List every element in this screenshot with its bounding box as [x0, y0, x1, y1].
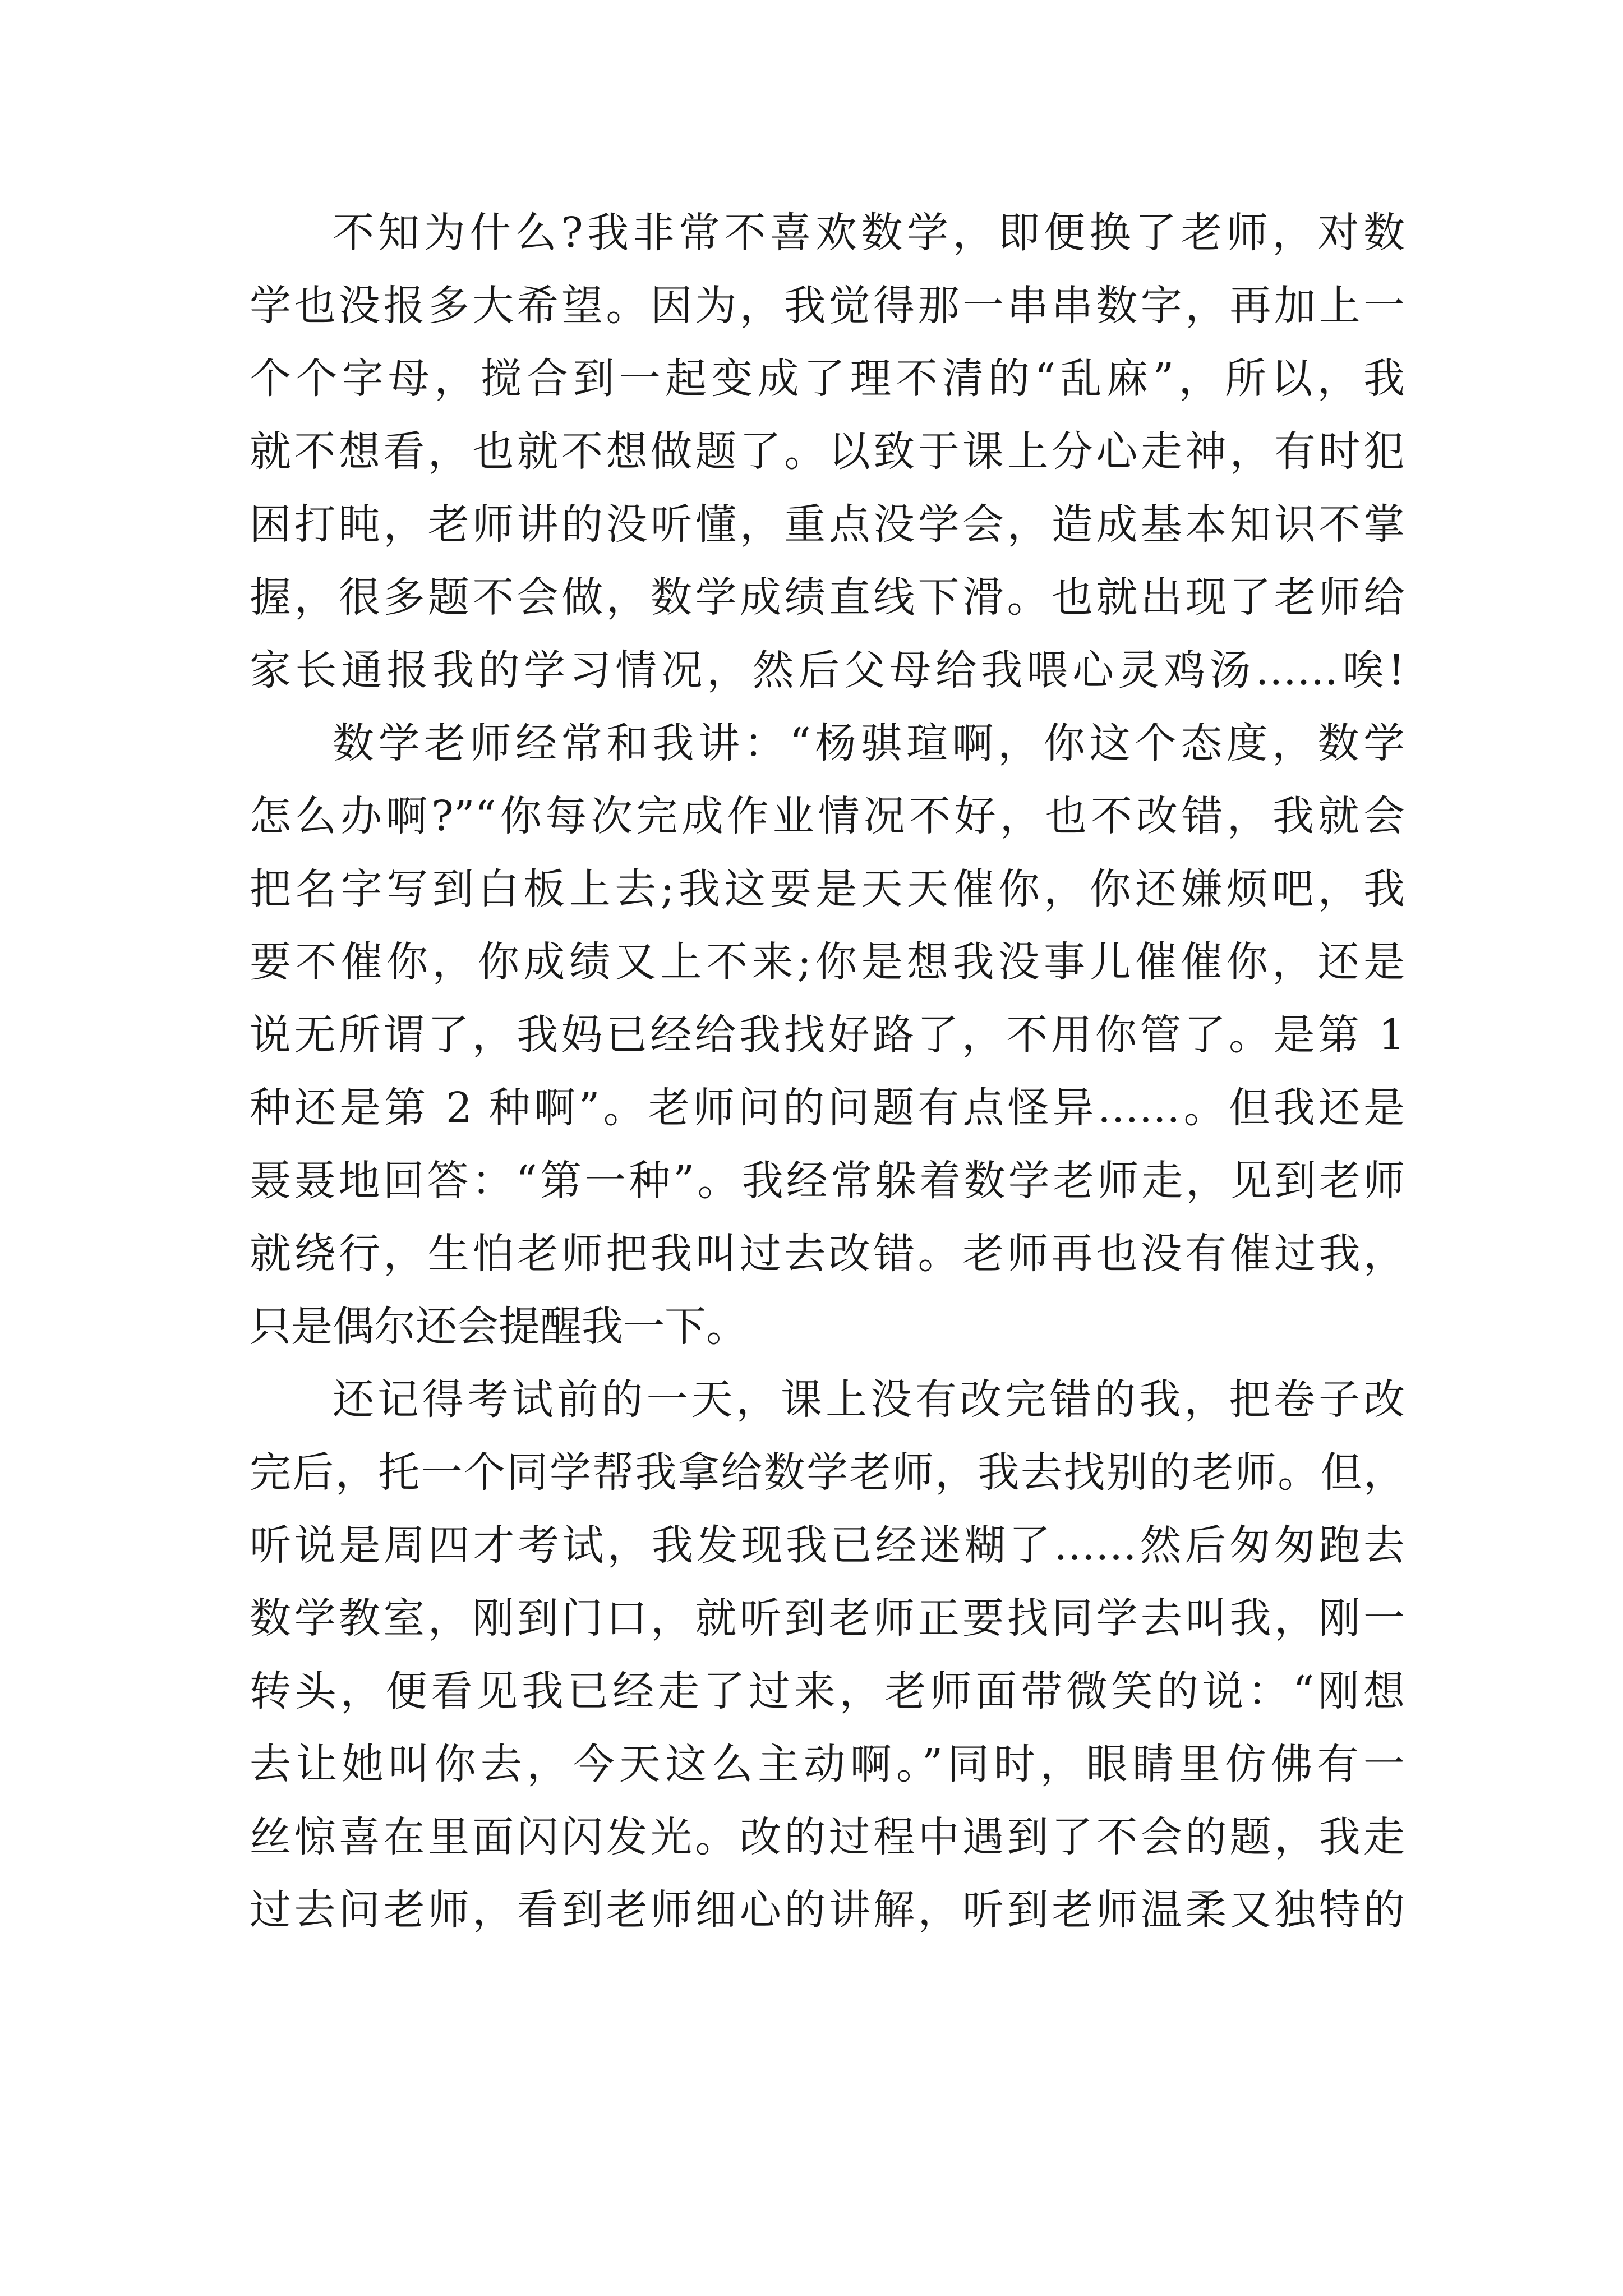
paragraph-3	[250, 1363, 1405, 1947]
paragraph-line: 数学老师经常和我讲：“杨骐瑄啊，你这个态度，数学	[333, 719, 1405, 767]
paragraph-line: 过去问老师，看到老师细心的讲解，听到老师温柔又独特的	[250, 1886, 1405, 1934]
paragraph-line: 完后，托一个同学帮我拿给数学老师，我去找别的老师。但，	[250, 1448, 1405, 1497]
paragraph-line: 说无所谓了，我妈已经给我找好路了，不用你管了。是第 1	[250, 1011, 1405, 1059]
paragraph-line: 不知为什么?我非常不喜欢数学，即便换了老师，对数	[333, 209, 1405, 257]
paragraph-line: 听说是周四才考试，我发现我已经迷糊了……然后匆匆跑去	[250, 1521, 1405, 1570]
paragraph-line: 要不催你，你成绩又上不来;你是想我没事儿催催你，还是	[250, 938, 1405, 986]
paragraph-line: 学也没报多大希望。因为，我觉得那一串串数字，再加上一	[250, 282, 1405, 330]
paragraph-line: 去让她叫你去，今天这么主动啊。”同时，眼睛里仿佛有一	[250, 1740, 1405, 1788]
paragraph-line: 转头，便看见我已经走了过来，老师面带微笑的说：“刚想	[250, 1667, 1405, 1715]
paragraph-line: 把名字写到白板上去;我这要是天天催你，你还嫌烦吧，我	[250, 865, 1405, 913]
paragraph-line: 怎么办啊?”“你每次完成作业情况不好，也不改错，我就会	[250, 792, 1405, 840]
paragraph-line: 种还是第 2 种啊”。老师问的问题有点怪异……。但我还是	[250, 1084, 1405, 1132]
paragraph-line: 就绕行，生怕老师把我叫过去改错。老师再也没有催过我，	[250, 1230, 1405, 1278]
paragraph-line: 还记得考试前的一天，课上没有改完错的我，把卷子改	[333, 1375, 1405, 1424]
paragraph-line: 只是偶尔还会提醒我一下。	[250, 1303, 748, 1351]
paragraph-line: 困打盹，老师讲的没听懂，重点没学会，造成基本知识不掌	[250, 500, 1405, 549]
paragraph-2	[250, 707, 1405, 1363]
paragraph-line: 数学教室，刚到门口，就听到老师正要找同学去叫我，刚一	[250, 1594, 1405, 1642]
paragraph-line: 握，很多题不会做，数学成绩直线下滑。也就出现了老师给	[250, 573, 1405, 622]
paragraph-line: 丝惊喜在里面闪闪发光。改的过程中遇到了不会的题，我走	[250, 1813, 1405, 1861]
paragraph-line: 就不想看，也就不想做题了。以致于课上分心走神，有时犯	[250, 427, 1405, 476]
paragraph-line: 家长通报我的学习情况，然后父母给我喂心灵鸡汤……唉!	[250, 646, 1405, 694]
paragraph-line: 聂聂地回答：“第一种”。我经常躲着数学老师走，见到老师	[250, 1157, 1405, 1205]
paragraph-line: 个个字母，搅合到一起变成了理不清的“乱麻”，所以，我	[250, 355, 1405, 403]
document-body	[250, 196, 1405, 1947]
paragraph-1	[250, 196, 1405, 707]
